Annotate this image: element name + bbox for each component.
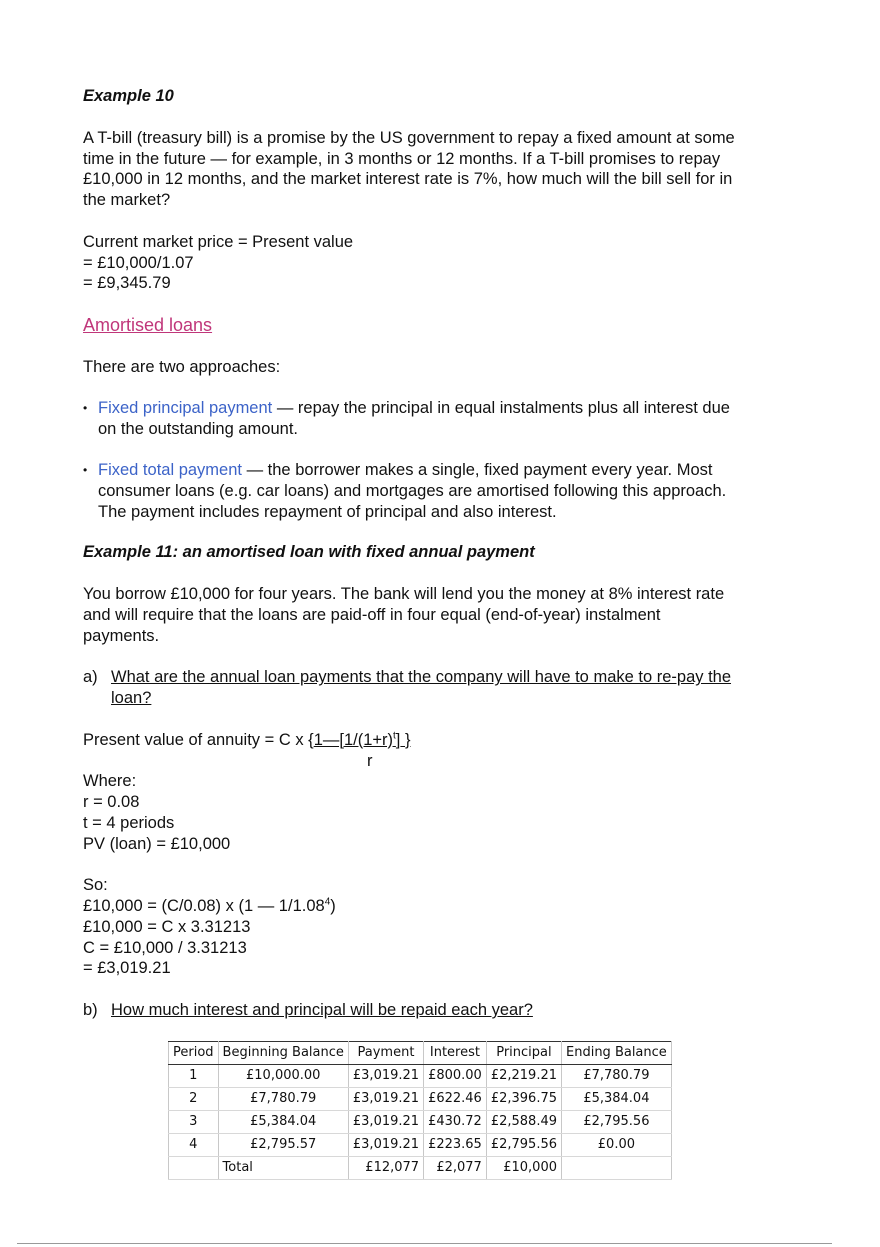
- footer-divider: [17, 1243, 832, 1244]
- table-cell: £0.00: [562, 1134, 672, 1157]
- column-header: Beginning Balance: [218, 1042, 348, 1065]
- bullet-text: on the outstanding amount.: [98, 420, 298, 439]
- example11-heading: Example 11: an amortised loan with fixed annual payment: [83, 543, 535, 562]
- table-cell: £223.65: [424, 1134, 487, 1157]
- table-cell: £3,019.21: [348, 1134, 423, 1157]
- bullet-text: consumer loans (e.g. car loans) and mortgages are amortised following this approach.: [98, 481, 727, 500]
- where-line: t = 4 periods: [83, 813, 175, 832]
- calc-line: = £9,345.79: [83, 274, 171, 293]
- amortised-intro: There are two approaches:: [83, 357, 281, 376]
- where-line: r = 0.08: [83, 793, 140, 812]
- formula-numerator: $1—[1/(1+r)^t]$ }: [313, 730, 411, 749]
- bullet-text: — repay the principal in equal instalments plus all interest due: [272, 399, 730, 418]
- table-cell: £2,219.21: [486, 1065, 561, 1088]
- example10-line: £10,000 in 12 months, and the market interest rate is 7%, how much will the bill sell for in: [83, 170, 733, 189]
- total-interest: £2,077: [424, 1157, 487, 1180]
- column-header: Ending Balance: [562, 1042, 672, 1065]
- table-cell: 4: [169, 1134, 219, 1157]
- annuity-formula: Present value of annuity = C x {$1—[1/(1+r)^t]$ } r: [83, 730, 803, 772]
- question-b: [83, 1000, 803, 1021]
- table-cell: £622.46: [424, 1088, 487, 1111]
- example11-line: and will require that the loans are paid-off in four equal (end-of-year) instalment: [83, 605, 661, 624]
- example10-line: the market?: [83, 191, 171, 210]
- table-cell: £800.00: [424, 1065, 487, 1088]
- question-a-text: loan?: [111, 689, 152, 708]
- bullet-fixed-principal: [83, 398, 803, 440]
- so-line: £10,000 = (C/0.08) x (1 — 1/1.08$^4$): [83, 896, 336, 916]
- document-page: [83, 86, 803, 1021]
- calc-line: Current market price = Present value: [83, 232, 354, 251]
- where-line: PV (loan) = £10,000: [83, 834, 231, 853]
- example11-line: payments.: [83, 626, 160, 645]
- table-cell: £2,795.56: [486, 1134, 561, 1157]
- table-cell: £10,000.00: [218, 1065, 348, 1088]
- amortised-loans-heading[interactable]: Amortised loans: [83, 314, 213, 335]
- column-header: Principal: [486, 1042, 561, 1065]
- bullet-text: The payment includes repayment of principal and also interest.: [98, 502, 557, 521]
- question-b-text: How much interest and principal will be repaid each year?: [111, 1001, 533, 1020]
- so-line: £10,000 = C x 3.31213: [83, 917, 251, 936]
- term-fixed-principal: Fixed principal payment: [98, 399, 273, 418]
- formula-denominator: r: [367, 751, 373, 770]
- amortisation-table: [168, 1041, 672, 1180]
- column-header: Payment: [348, 1042, 423, 1065]
- example10-heading: Example 10: [83, 87, 174, 105]
- table-total-row: [169, 1157, 672, 1180]
- so-line: = £3,019.21: [83, 959, 171, 978]
- table-cell: £2,588.49: [486, 1111, 561, 1134]
- table-cell: £3,019.21: [348, 1065, 423, 1088]
- column-header: Period: [169, 1042, 219, 1065]
- column-header: Interest: [424, 1042, 487, 1065]
- table-cell: £430.72: [424, 1111, 487, 1134]
- example11-line: You borrow £10,000 for four years. The bank will lend you the money at 8% interest rate: [83, 585, 725, 604]
- question-a-text: What are the annual loan payments that the company will have to make to re-pay the: [111, 668, 732, 687]
- table-row: [169, 1111, 672, 1134]
- table-cell: £7,780.79: [218, 1088, 348, 1111]
- example10-line: time in the future — for example, in 3 months or 12 months. If a T-bill promises to repay: [83, 149, 721, 168]
- table-cell: £5,384.04: [218, 1111, 348, 1134]
- term-fixed-total: Fixed total payment: [98, 460, 242, 479]
- table-row: [169, 1088, 672, 1111]
- table-cell: 1: [169, 1065, 219, 1088]
- question-a-label: a): [83, 668, 98, 687]
- table-cell: £3,019.21: [348, 1111, 423, 1134]
- table-cell: £2,396.75: [486, 1088, 561, 1111]
- table-cell: £3,019.21: [348, 1088, 423, 1111]
- table-cell: 2: [169, 1088, 219, 1111]
- question-a: [83, 667, 803, 709]
- table-cell: £2,795.57: [218, 1134, 348, 1157]
- so-heading: So:: [83, 876, 108, 895]
- table-cell: £2,795.56: [562, 1111, 672, 1134]
- bullet-fixed-total: [83, 460, 803, 522]
- where-line: Where:: [83, 772, 137, 791]
- question-b-label: b): [83, 1001, 98, 1020]
- total-label: Total: [218, 1157, 348, 1180]
- table-row: [169, 1065, 672, 1088]
- table-cell: [169, 1157, 219, 1180]
- table-cell: £5,384.04: [562, 1088, 672, 1111]
- table-header-row: [169, 1042, 672, 1065]
- table-cell: £7,780.79: [562, 1065, 672, 1088]
- bullet-dot-icon: •: [83, 401, 88, 416]
- so-line: C = £10,000 / 3.31213: [83, 938, 247, 957]
- table-cell: [562, 1157, 672, 1180]
- bullet-dot-icon: •: [83, 462, 88, 477]
- total-principal: £10,000: [486, 1157, 561, 1180]
- calc-line: = £10,000/1.07: [83, 253, 194, 272]
- total-payment: £12,077: [348, 1157, 423, 1180]
- bullet-text: — the borrower makes a single, fixed payment every year. Most: [242, 460, 713, 479]
- example10-line: A T-bill (treasury bill) is a promise by the US government to repay a fixed amount at some: [83, 128, 735, 147]
- table-cell: 3: [169, 1111, 219, 1134]
- table-row: [169, 1134, 672, 1157]
